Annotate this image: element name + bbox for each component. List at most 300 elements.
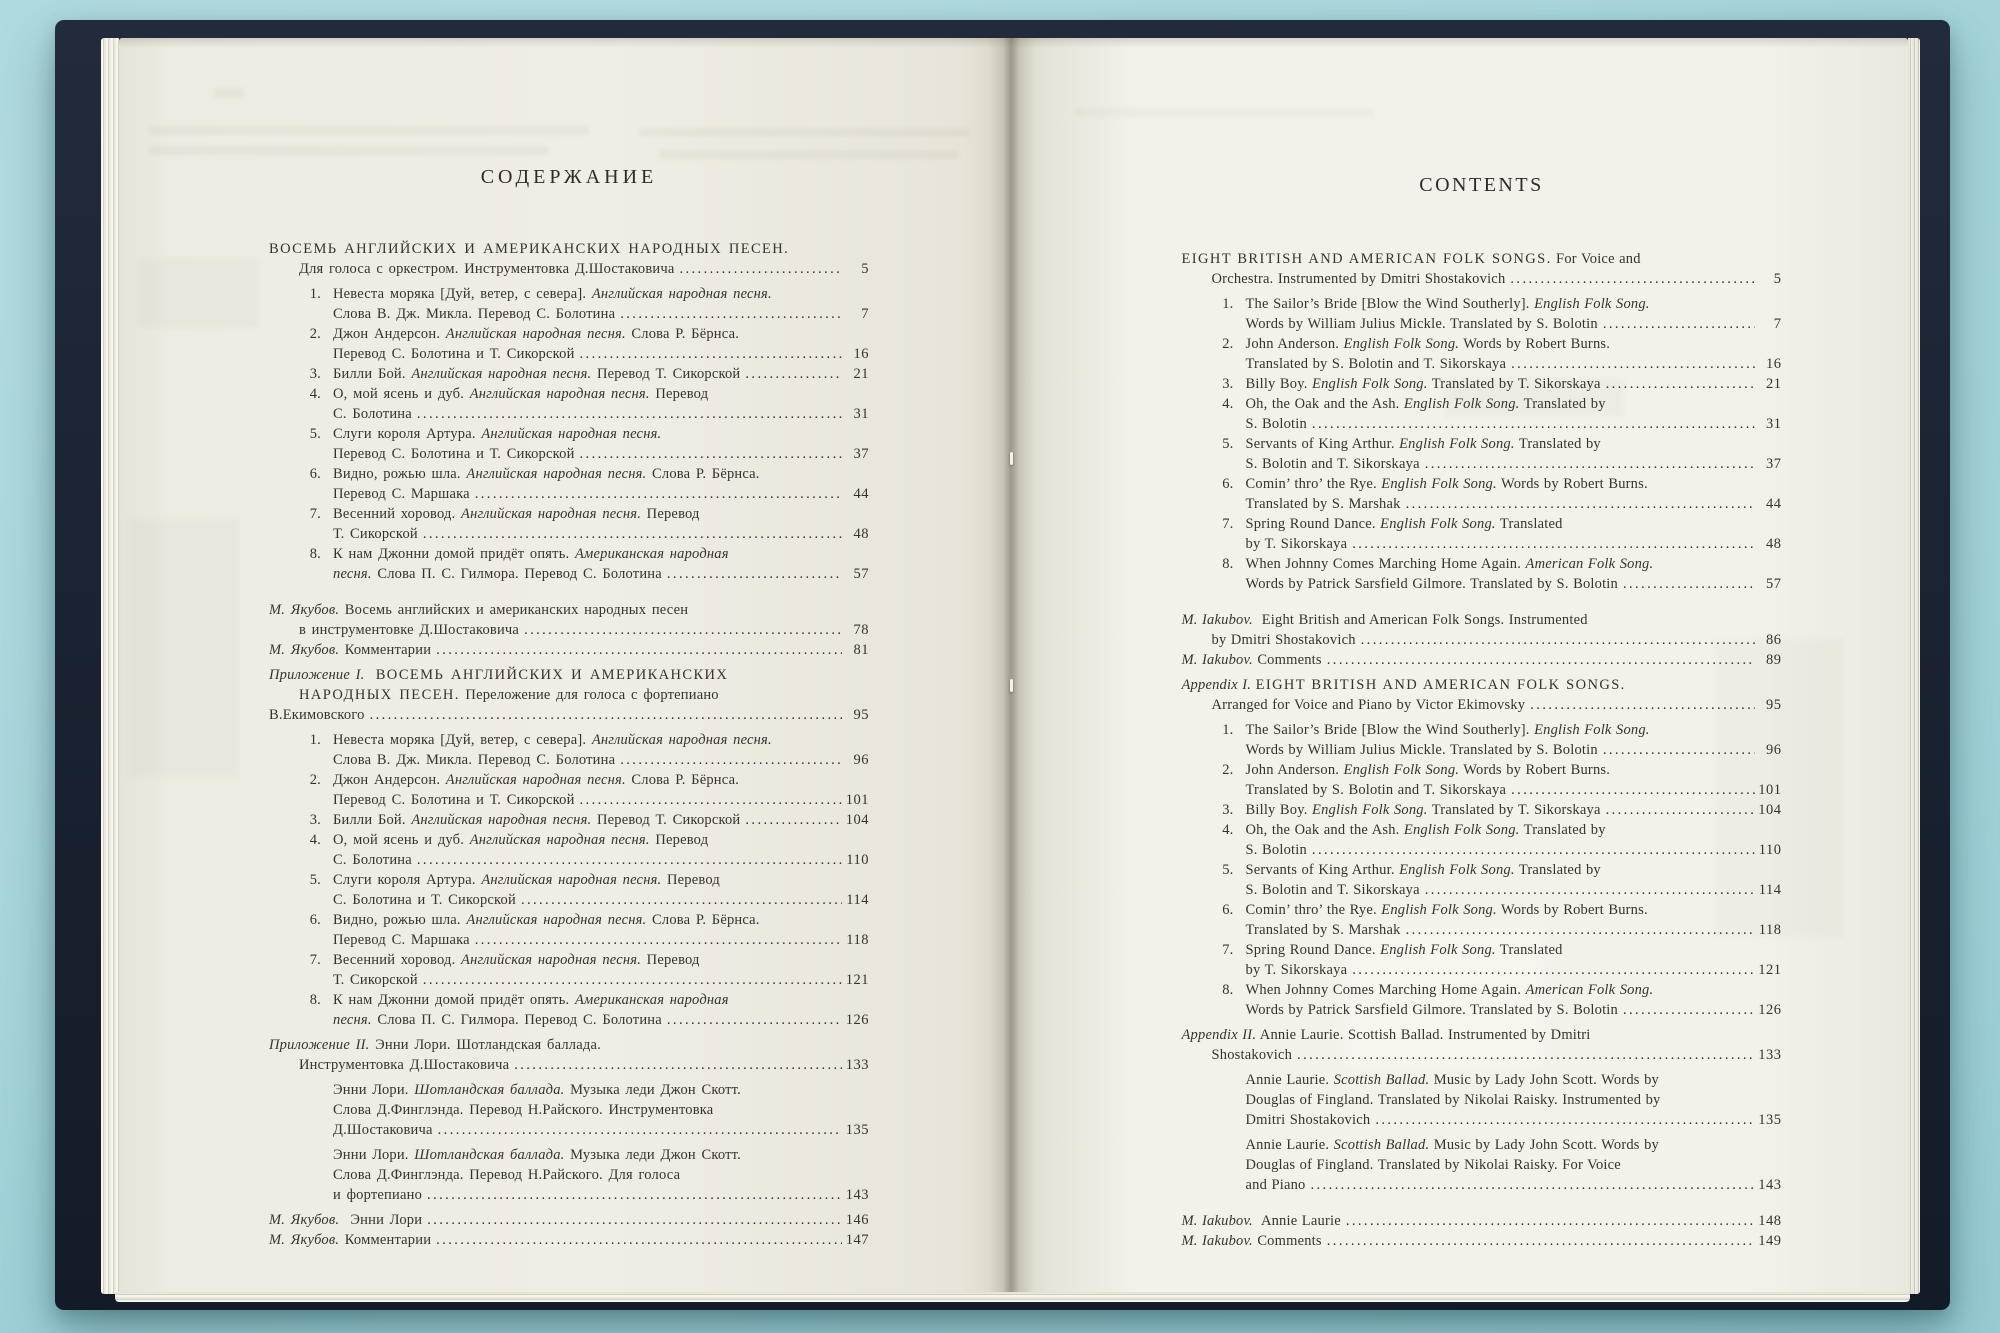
toc-text-segment: Перевод Т. Сикорской [591,812,741,828]
toc-line [333,950,869,970]
toc-line [269,1230,869,1250]
toc-leader-dots [1511,780,1754,800]
toc-text-segment: American Folk Song. [1525,556,1654,572]
toc-line-text [1182,612,1588,628]
toc-text-segment [364,667,375,683]
toc-leader-dots [423,524,842,544]
toc-item-number: 6. [309,912,321,928]
toc-line [1246,394,1782,414]
toc-text-segment: For Voice and [1551,251,1641,267]
toc-text-segment: Words by Robert Burns. [1496,902,1648,918]
toc-text-segment: Words by Patrick Sarsfield Gilmore. Translated by S. Bolotin [1245,1002,1618,1018]
toc-leader-dots [524,620,842,640]
toc-text-segment: Приложение II. [269,1037,370,1053]
toc-item-number: 2. [309,326,321,342]
toc-page-number: 96 [853,752,869,768]
toc-line-text [269,1210,422,1230]
toc-line-text [299,259,674,279]
toc-item-number: 7. [309,952,321,968]
toc-line [269,640,869,660]
toc-leader-dots [745,364,842,384]
toc-text-segment: Американская народная [574,992,729,1008]
toc-line-text [1246,476,1648,492]
toc-entry [269,1080,869,1140]
toc-line-text [1182,677,1626,693]
toc-line [1246,760,1782,780]
toc-text-segment: Перевод С. Болотина и Т. Сикорской [333,792,575,808]
toc-text-segment: Английская народная песня. [466,912,647,928]
toc-text-segment: Английская народная песня. [445,326,626,342]
toc-line-text [1212,269,1506,289]
toc-entry [1182,1211,1782,1231]
toc-leader-dots [427,1185,842,1205]
toc-text-segment: Eight British and American Folk Songs. Instrumented [1252,612,1588,628]
toc-text-segment: Douglas of Fingland. Translated by Nikolai Raisky. For Voice [1245,1157,1621,1173]
toc-page-number: 114 [846,892,869,908]
book-cover [55,20,1950,1310]
toc-text-segment: Scottish Ballad. [1333,1072,1430,1088]
toc-line-text [1182,251,1641,267]
toc-page-number: 81 [853,642,869,658]
toc-page-number: 126 [845,1012,869,1028]
toc-entry [269,424,869,464]
toc-text-segment: Английская народная песня. [469,832,650,848]
toc-text-segment: Английская народная песня. [461,506,642,522]
toc-page-number: 133 [845,1057,869,1073]
toc-item-number: 8. [309,992,321,1008]
toc-text-segment: Translated by [1519,822,1606,838]
toc-text-segment: Перевод [649,386,709,402]
sheet-edges-left [101,38,119,1294]
toc-text-segment: English Folk Song. [1381,902,1497,918]
toc-leader-dots [475,930,842,950]
toc-line-text [1246,454,1420,474]
toc-page-number: 146 [845,1212,869,1228]
toc-line-text [269,1230,431,1250]
toc-line-text [1246,336,1611,352]
sheet-edges-right [1908,38,1920,1294]
toc-leader-dots [1297,1045,1754,1065]
toc-line [1246,334,1782,354]
toc-page-number: 44 [853,486,869,502]
toc-text-segment: Английская народная песня. [481,426,662,442]
toc-entry [1182,610,1782,650]
toc-entry [1182,434,1782,474]
toc-leader-dots [1406,920,1755,940]
toc-line [333,930,869,950]
stitch-thread [1010,679,1013,692]
toc-text-segment: Comments [1252,652,1322,668]
toc-text-segment: by Dmitri Shostakovich [1211,632,1356,648]
toc-line-text [299,1055,509,1075]
toc-leader-dots [1327,1231,1755,1251]
toc-line [1246,840,1782,860]
toc-line [333,564,869,584]
toc-text-segment: в инструментовке Д.Шостаковича [299,622,520,638]
toc-line-text [1246,354,1507,374]
toc-page-number: 7 [861,306,869,322]
toc-page-number: 96 [1766,742,1782,758]
toc-item-number: 3. [1222,802,1234,818]
toc-line-text [1246,1175,1306,1195]
toc-page-number: 110 [846,852,869,868]
toc-line [333,324,869,344]
toc-entry [269,1035,869,1075]
toc-leader-dots [521,890,842,910]
toc-entry [269,1145,869,1205]
toc-line-text [333,890,516,910]
toc-text-segment: Translated by S. Bolotin and T. Sikorskaya [1245,356,1507,372]
toc-line [1246,900,1782,920]
toc-leader-dots [1312,840,1755,860]
toc-item-number: 7. [1222,516,1234,532]
toc-line [333,910,869,930]
toc-entry [269,830,869,870]
toc-leader-dots [1530,695,1754,715]
toc-text-segment: К нам Джонни домой придёт опять. [333,992,575,1008]
toc-leader-dots [436,640,842,660]
toc-entry [269,950,869,990]
toc-leader-dots [1623,1000,1755,1020]
toc-text-segment: Annie Laurie [1252,1213,1341,1229]
toc-entry [269,640,869,660]
toc-entry [1182,1025,1782,1065]
toc-line [1182,630,1782,650]
toc-leader-dots [417,850,842,870]
toc-line-text [333,386,708,402]
toc-line-text [333,1010,662,1030]
toc-leader-dots [438,1120,842,1140]
toc-line-text [333,912,760,928]
toc-line [1246,294,1782,314]
toc-line [1246,1175,1782,1195]
stitch-thread [1010,452,1013,465]
toc-leader-dots [475,484,842,504]
toc-text-segment: Билли Бой. [333,366,412,382]
toc-text-segment: English Folk Song. [1399,436,1515,452]
toc-text-segment: John Anderson. [1245,762,1344,778]
toc-item-number: 5. [309,426,321,442]
toc-text-segment: Английская народная песня. [461,952,642,968]
page-showthrough [139,258,259,328]
toc-text-segment: Translated by S. Marshak [1245,496,1401,512]
toc-page-number: 143 [845,1187,869,1203]
toc-item-number: 6. [309,466,321,482]
toc-line-text [269,602,688,618]
toc-line [1182,695,1782,715]
toc-line [333,284,869,304]
toc-line [1246,554,1782,574]
toc-text-segment: Arranged for Voice and Piano by Victor Ekimovsky [1211,697,1526,713]
toc-line [269,685,869,705]
toc-text-segment: Слова Р. Бёрнса. [625,326,740,342]
toc-text-segment: Слова Д.Финглэнда. Перевод Н.Райского. Инструментовка [333,1102,714,1118]
toc-line [333,870,869,890]
toc-text-segment: Перевод С. Болотина и Т. Сикорской [333,346,575,362]
right-page-title: CONTENTS [1419,174,1544,196]
toc-line [1246,414,1782,434]
toc-line [1246,800,1782,820]
toc-leader-dots [417,404,842,424]
toc-text-segment: Слова Р. Бёрнса. [646,466,760,482]
toc-page-number: 143 [1758,1177,1782,1193]
toc-line-text [1246,960,1348,980]
toc-item-number: 3. [1222,376,1234,392]
toc-text-segment: Перевод Т. Сикорской [591,366,741,382]
toc-leader-dots [1603,314,1755,334]
toc-text-segment: ВОСЕМЬ АНГЛИЙСКИХ И АМЕРИКАНСКИХ [375,667,729,683]
toc-text-segment: Слова Р. Бёрнса. [625,772,740,788]
toc-page-number: 7 [1773,316,1782,332]
toc-line-text [1246,414,1307,434]
toc-item-number: 2. [309,772,321,788]
toc-text-segment: English Folk Song. [1312,376,1428,392]
toc-text-segment: Annie Laurie. [1245,1072,1334,1088]
toc-page-number: 57 [853,566,869,582]
toc-line-text [1246,880,1420,900]
toc-text-segment: Translated by [1514,436,1601,452]
toc-line [1182,610,1782,630]
toc-line [1246,474,1782,494]
toc-line [1246,820,1782,840]
toc-text-segment: Американская народная [574,546,729,562]
toc-leader-dots [1311,1175,1755,1195]
toc-line [1246,574,1782,594]
toc-text-segment: М. Якубов. [269,1212,340,1228]
toc-entry [269,544,869,584]
toc-entry [269,284,869,324]
toc-line [1246,980,1782,1000]
toc-text-segment: Восемь английских и американских народных песен [339,602,689,618]
toc-text-segment: Английская народная песня. [591,732,772,748]
toc-text-segment: Видно, рожью шла. [333,466,467,482]
toc-text-segment: English Folk Song. [1399,862,1515,878]
toc-item-number: 5. [1222,436,1234,452]
toc-text-segment: The Sailor’s Bride [Blow the Wind Southerly]. [1245,296,1535,312]
toc-page-number: 110 [1758,842,1782,858]
toc-line-text [333,444,575,464]
toc-text-segment: и фортепиано [333,1187,423,1203]
toc-text-segment: by T. Sikorskaya [1245,962,1348,978]
toc-line-text [1246,1072,1659,1088]
toc-entry [269,730,869,770]
toc-text-segment: Перевод С. Маршака [333,486,470,502]
toc-line [1246,880,1782,900]
toc-text-segment: песня. [333,1012,372,1028]
toc-line [1182,1045,1782,1065]
toc-page-number: 135 [845,1122,869,1138]
toc-text-segment: Весенний хоровод. [333,506,462,522]
toc-line [1182,269,1782,289]
toc-entry [1182,650,1782,670]
toc-text-segment: English Folk Song. [1343,336,1460,352]
toc-line-text [333,1147,741,1163]
toc-item-number: 2. [1222,336,1234,352]
toc-line-text [333,772,739,788]
toc-line [333,830,869,850]
toc-line [333,1145,869,1165]
toc-leader-dots [1312,414,1755,434]
toc-leader-dots [667,564,842,584]
toc-text-segment: Шотландская баллада. [414,1147,565,1163]
toc-line-text [1246,494,1401,514]
toc-text-segment: В.Екимовского [269,707,365,723]
toc-line [1246,940,1782,960]
toc-entry [1182,980,1782,1020]
toc-page-number: 118 [846,932,869,948]
toc-line-text [1246,722,1650,738]
toc-line [333,1010,869,1030]
toc-entry [269,870,869,910]
toc-leader-dots [1606,374,1755,394]
toc-page-number: 133 [1758,1047,1782,1063]
toc-leader-dots [1327,650,1755,670]
toc-leader-dots [1352,534,1754,554]
toc-text-segment: Spring Round Dance. [1245,516,1381,532]
left-page-title: СОДЕРЖАНИЕ [480,166,658,188]
toc-line [333,524,869,544]
toc-leader-dots [580,790,842,810]
toc-item-number: 8. [309,546,321,562]
toc-leader-dots [620,304,842,324]
toc-text-segment: М. Якубов. [269,1232,340,1248]
toc-leader-dots [1425,880,1755,900]
toc-text-segment: Servants of King Arthur. [1245,862,1400,878]
toc-page-number: 101 [1758,782,1782,798]
toc-line-text [333,1167,680,1183]
toc-entry [269,600,869,640]
toc-text-segment: Перевод С. Болотина и Т. Сикорской [333,446,575,462]
toc-text-segment: НАРОДНЫХ ПЕСЕН. [299,687,460,703]
toc-text-segment: Весенний хоровод. [333,952,462,968]
toc-item-number: 7. [309,506,321,522]
toc-entry [269,1210,869,1230]
toc-line [1246,514,1782,534]
toc-text-segment: Annie Laurie. Scottish Ballad. Instrumented by Dmitri [1256,1027,1591,1043]
right-page [1014,38,1909,1294]
toc-line-text [1246,374,1601,394]
toc-line-text [1246,822,1606,838]
toc-line [269,705,869,725]
toc-text-segment: Слова П. С. Гилмора. Перевод С. Болотина [371,566,662,582]
toc-entry [269,990,869,1030]
toc-leader-dots [1511,354,1754,374]
toc-text-segment: English Folk Song. [1380,516,1496,532]
toc-line-text [1182,1211,1341,1231]
toc-text-segment: Oh, the Oak and the Ash. [1245,396,1404,412]
toc-line [333,384,869,404]
toc-english [1182,249,1782,1251]
toc-leader-dots [620,750,842,770]
toc-text-segment: John Anderson. [1245,336,1344,352]
toc-text-segment: Комментарии [339,1232,432,1248]
toc-text-segment: Douglas of Fingland. Translated by Nikolai Raisky. Instrumented by [1245,1092,1661,1108]
toc-item-number: 4. [1222,822,1234,838]
toc-line [1182,1025,1782,1045]
toc-text-segment: English Folk Song. [1380,942,1496,958]
toc-text-segment: Слуги короля Артура. [333,426,482,442]
toc-line-text [1212,630,1356,650]
toc-line [333,770,869,790]
toc-line-text [333,484,470,504]
toc-page-number: 126 [1758,1002,1782,1018]
toc-line-text [1246,780,1507,800]
toc-text-segment: песня. [333,566,372,582]
toc-line [1246,920,1782,940]
toc-page-number: 114 [1758,882,1782,898]
toc-leader-dots [580,344,842,364]
toc-line-text [333,850,412,870]
toc-line-text [333,344,575,364]
toc-line-text [333,564,662,584]
toc-text-segment: English Folk Song. [1312,802,1428,818]
toc-line-text [333,426,661,442]
toc-page-number: 21 [853,366,869,382]
toc-line [1246,1090,1782,1110]
toc-leader-dots [1346,1211,1755,1231]
toc-page-number: 37 [1766,456,1782,472]
toc-line [269,665,869,685]
toc-text-segment: С. Болотина [333,406,412,422]
toc-text-segment: English Folk Song. [1403,822,1520,838]
toc-entry [1182,554,1782,594]
toc-line-text [1246,1157,1621,1173]
toc-entry [1182,860,1782,900]
toc-page-number: 147 [845,1232,869,1248]
toc-line [333,810,869,830]
toc-line-text [1246,920,1401,940]
toc-text-segment: Перевод [661,872,720,888]
toc-line [1246,720,1782,740]
toc-line-text [333,286,772,302]
toc-text-segment: M. Iakubov. [1181,1213,1253,1229]
page-showthrough [129,518,239,778]
toc-text-segment: Comin’ thro’ the Rye. [1245,476,1382,492]
toc-text-segment: Words by Patrick Sarsfield Gilmore. Translated by S. Bolotin [1245,576,1618,592]
toc-text-segment: English Folk Song. [1403,396,1520,412]
toc-text-segment: Servants of King Arthur. [1245,436,1400,452]
left-page [119,38,1014,1294]
toc-page-number: 16 [1766,356,1782,372]
toc-line [1246,780,1782,800]
toc-line [1246,494,1782,514]
toc-entry [1182,249,1782,289]
toc-text-segment: M. Iakubov. [1181,652,1253,668]
toc-text-segment: О, мой ясень и дуб. [333,386,470,402]
toc-text-segment: EIGHT BRITISH AND AMERICAN FOLK SONGS. [1255,677,1626,693]
toc-text-segment: Dmitri Shostakovich [1245,1112,1371,1128]
toc-line [333,750,869,770]
open-pages [101,38,1920,1294]
toc-line-text [299,620,519,640]
toc-entry [1182,1070,1782,1130]
toc-text-segment: S. Bolotin [1245,842,1307,858]
toc-item-number: 6. [1222,476,1234,492]
toc-line-text [333,546,729,562]
toc-page-number: 148 [1758,1213,1782,1229]
toc-text-segment: Приложение I. [269,667,365,683]
toc-line-text [269,667,728,683]
toc-page-number: 104 [845,812,869,828]
toc-text-segment: Orchestra. Instrumented by Dmitri Shostakovich [1211,271,1506,287]
toc-line [1246,434,1782,454]
toc-text-segment: Инструментовка Д.Шостаковича [299,1057,510,1073]
toc-line-text [333,1082,741,1098]
toc-page-number: 149 [1758,1233,1782,1249]
toc-line-text [333,832,708,848]
toc-line-text [1246,556,1654,572]
toc-entry [269,1230,869,1250]
